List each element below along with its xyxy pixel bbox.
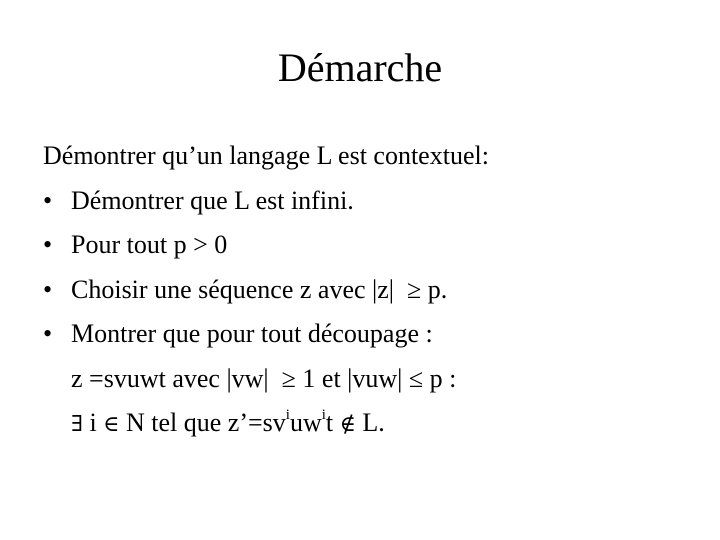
slide-title: Démarche — [277, 45, 443, 90]
formula-text: i — [82, 408, 104, 437]
exponent: i — [321, 407, 326, 424]
bullet-text: Démontrer que L est infini. — [71, 185, 354, 215]
bullet-item — [43, 312, 703, 357]
bullet-item — [43, 179, 703, 224]
exponent: i — [285, 407, 290, 424]
bullet-text: Montrer que pour tout découpage : — [71, 319, 433, 348]
intro-line — [43, 134, 703, 179]
bullet-text: Pour tout p > 0 — [71, 230, 228, 259]
intro-text: Démontrer qu’un langage L est contextuel: — [43, 141, 489, 170]
bullet-item — [43, 268, 703, 313]
formula-text: N tel que z’=sv — [119, 408, 286, 437]
continuation-text: z =svuwt avec |vw| ≥ 1 et |vuw| ≤ p : — [71, 363, 457, 393]
bullet-marker: • — [43, 185, 53, 215]
bullet-marker: • — [43, 274, 53, 304]
not-element-of-symbol: ∉ — [339, 412, 356, 437]
formula-text: uw — [289, 408, 322, 437]
continuation-line — [43, 357, 703, 402]
exists-symbol: ∃ — [71, 412, 83, 437]
formula-line — [43, 401, 703, 446]
bullet-marker: • — [43, 319, 53, 348]
formula-text: t — [325, 408, 340, 437]
formula-text: L. — [355, 408, 385, 437]
bullet-item — [43, 223, 703, 268]
bullet-text: Choisir une séquence z avec |z| ≥ p. — [71, 274, 448, 304]
element-of-symbol: ∈ — [103, 412, 120, 437]
bullet-marker: • — [43, 230, 53, 259]
slide-body — [43, 134, 703, 446]
